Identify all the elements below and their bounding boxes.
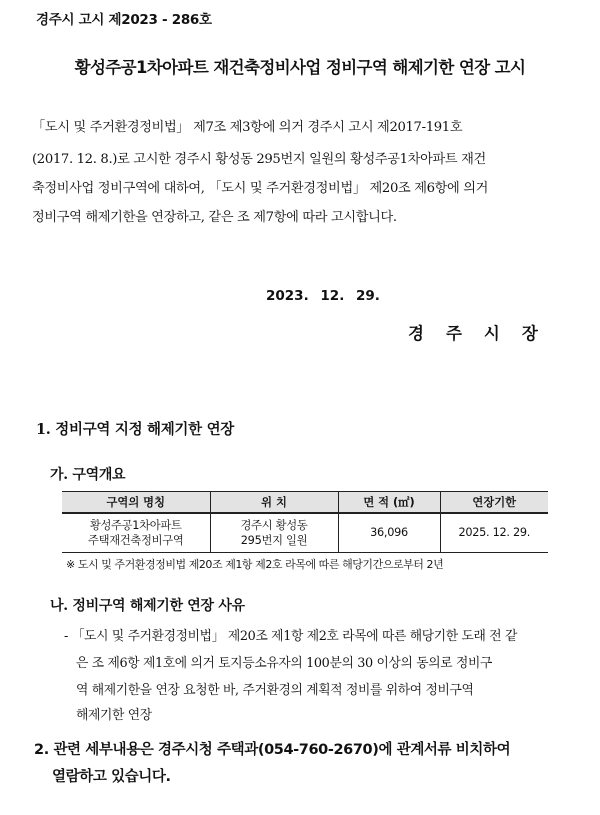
location-line-1: 경주시 황성동 — [240, 518, 308, 532]
section-2-line-1: 2. 관련 세부내용은 경주시청 주택과(054-760-2670)에 관계서류 비치하여 — [34, 742, 511, 758]
section-2-line-2: 열람하고 있습니다. — [52, 769, 171, 785]
section-1-heading: 1. 정비구역 지정 해제기한 연장 — [36, 421, 235, 438]
table-header-row — [62, 492, 548, 513]
table-row — [62, 513, 548, 553]
page-title: 황성주공1차아파트 재건축정비사업 정비구역 해제기한 연장 고시 — [74, 58, 526, 77]
reason-line-3: 역 해제기한을 연장 요청한 바, 주거환경의 계획적 정비를 위하여 정비구역 — [76, 683, 474, 698]
header-location: 위 치 — [210, 492, 338, 513]
location-line-2: 295번지 일원 — [240, 533, 308, 547]
header-zone-name: 구역의 명칭 — [62, 492, 210, 513]
issuing-authority: 경주시장 — [408, 324, 560, 343]
notice-number: 경주시 고시 제2023 - 286호 — [36, 12, 212, 28]
body-line-2: (2017. 12. 8.)로 고시한 경주시 황성동 295번지 일원의 황성주공1차아파트 재건 — [32, 152, 486, 167]
table-footnote: ※ 도시 및 주거환경정비법 제20조 제1항 제2호 라목에 따른 해당기간으로부터 2년 — [66, 558, 444, 571]
reason-line-4: 해제기한 연장 — [76, 708, 152, 723]
zone-name-line-2: 주택재건축정비구역 — [87, 533, 184, 547]
subsection-a-heading: 가. 구역개요 — [50, 467, 126, 483]
zone-name-line-1: 황성주공1차아파트 — [89, 518, 182, 532]
zone-overview-table — [62, 491, 548, 553]
notice-date: 2023. 12. 29. — [266, 288, 380, 304]
subsection-b-heading: 나. 정비구역 해제기한 연장 사유 — [50, 598, 245, 614]
body-line-3: 축정비사업 정비구역에 대하여, 「도시 및 주거환경정비법」 제20조 제6항에 의거 — [32, 181, 489, 196]
cell-zone-name — [62, 513, 210, 553]
header-deadline: 연장기한 — [440, 492, 548, 513]
body-line-4: 정비구역 해제기한을 연장하고, 같은 조 제7항에 따라 고시합니다. — [32, 210, 397, 225]
cell-location — [210, 513, 338, 553]
reason-line-2: 은 조 제6항 제1호에 의거 토지등소유자의 100분의 30 이상의 동의로 정비구 — [76, 656, 493, 671]
header-area: 면 적 (㎡) — [338, 492, 440, 513]
cell-deadline: 2025. 12. 29. — [440, 513, 548, 553]
body-line-1: 「도시 및 주거환경정비법」 제7조 제3항에 의거 경주시 고시 제2017-191호 — [32, 120, 463, 135]
cell-area: 36,096 — [338, 513, 440, 553]
reason-line-1: - 「도시 및 주거환경정비법」 제20조 제1항 제2호 라목에 따른 해당기한 도래 전 같 — [64, 629, 517, 644]
